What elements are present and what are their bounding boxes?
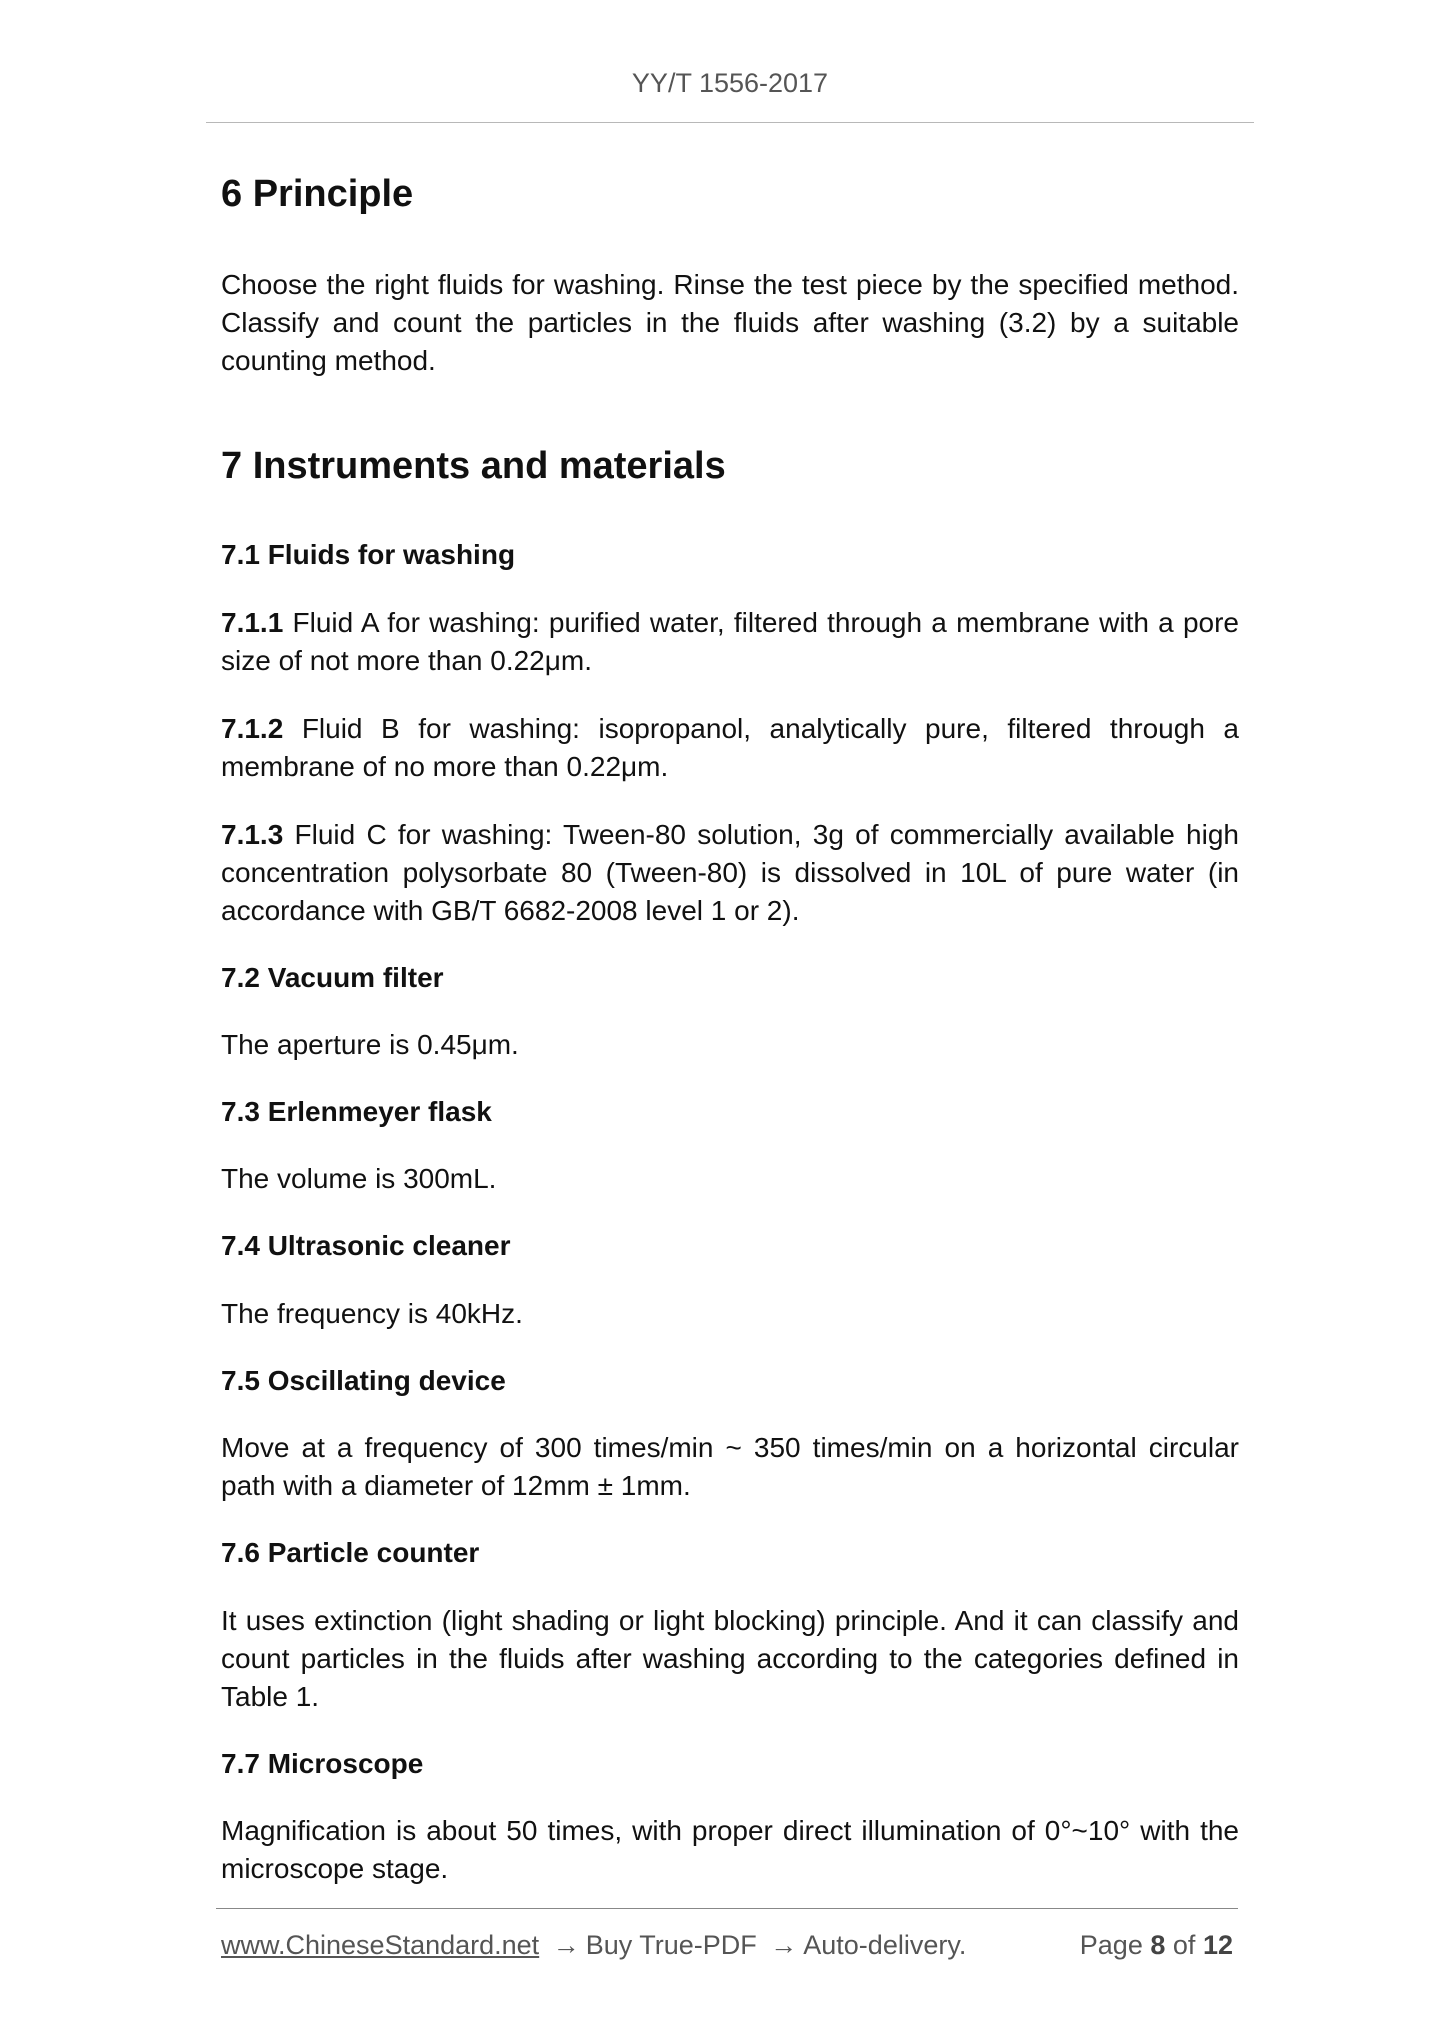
clause-text: Fluid A for washing: purified water, filtered through a membrane with a pore size of not more than 0.22μm. xyxy=(221,606,1240,676)
delivery-text: Auto-delivery. xyxy=(803,1930,967,1960)
page-label: Page xyxy=(1079,1930,1143,1960)
total-pages: 12 xyxy=(1202,1930,1233,1960)
clause-7-1-2 xyxy=(221,710,1239,786)
clause-number: 7.1.3 xyxy=(221,818,284,850)
subsection-7-3-body: The volume is 300mL. xyxy=(221,1163,497,1195)
subsection-7-4-body: The frequency is 40kHz. xyxy=(221,1297,523,1329)
subsection-7-2-body: The aperture is 0.45μm. xyxy=(221,1028,519,1060)
page-footer xyxy=(221,1930,1233,1961)
buy-text: Buy True-PDF xyxy=(585,1930,757,1960)
arrow-right-icon: → xyxy=(552,1930,580,1960)
clause-number: 7.1.1 xyxy=(221,606,284,638)
current-page: 8 xyxy=(1150,1930,1166,1960)
website-link[interactable]: www.ChineseStandard.net xyxy=(221,1930,540,1960)
subsection-7-1-title: 7.1 Fluids for washing xyxy=(221,539,516,571)
footer-divider xyxy=(216,1908,1238,1909)
subsection-7-5-body: Move at a frequency of 300 times/min ~ 350 times/min on a horizontal circular path with a diameter of 12mm ± 1mm. xyxy=(221,1432,1239,1502)
subsection-7-4-title: 7.4 Ultrasonic cleaner xyxy=(221,1230,511,1262)
page-indicator xyxy=(1080,1930,1233,1961)
arrow-right-icon: → xyxy=(770,1930,798,1960)
page-content xyxy=(221,160,1239,1888)
clause-text: Fluid B for washing: isopropanol, analytically pure, filtered through a membrane of no more than 0.22μm. xyxy=(221,712,1239,782)
subsection-7-5-title: 7.5 Oscillating device xyxy=(221,1364,506,1396)
clause-number: 7.1.2 xyxy=(221,712,284,744)
subsection-7-6-title: 7.6 Particle counter xyxy=(221,1537,480,1569)
clause-7-1-3 xyxy=(221,816,1239,930)
document-id-header: YY/T 1556-2017 xyxy=(631,68,829,98)
section-6-body: Choose the right fluids for washing. Rinse the test piece by the specified method. Classify and count the particles in the fluids after washing (3.2) by a suitable counting method. xyxy=(221,268,1239,376)
section-6-title: 6 Principle xyxy=(221,173,414,215)
subsection-7-7-title: 7.7 Microscope xyxy=(221,1747,424,1779)
subsection-7-3-title: 7.3 Erlenmeyer flask xyxy=(221,1095,492,1127)
subsection-7-6-body: It uses extinction (light shading or light blocking) principle. And it can classify and count particles in the fluids after washing according to the categories defined in Table 1. xyxy=(221,1604,1239,1712)
clause-text: Fluid C for washing: Tween-80 solution, 3g of commercially available high concentration polysorbate 80 (Tween-80) is dissolved in 10L of pure water (in accordance with GB/T 6682-2008 level 1 or 2). xyxy=(221,818,1239,926)
section-7-title: 7 Instruments and materials xyxy=(221,444,726,487)
subsection-7-2-title: 7.2 Vacuum filter xyxy=(221,961,444,993)
subsection-7-7-body: Magnification is about 50 times, with proper direct illumination of 0°~10° with the microscope stage. xyxy=(221,1814,1239,1884)
header-divider xyxy=(206,122,1254,123)
of-label: of xyxy=(1172,1930,1196,1960)
footer-promo xyxy=(221,1930,966,1961)
clause-7-1-1 xyxy=(221,604,1239,680)
